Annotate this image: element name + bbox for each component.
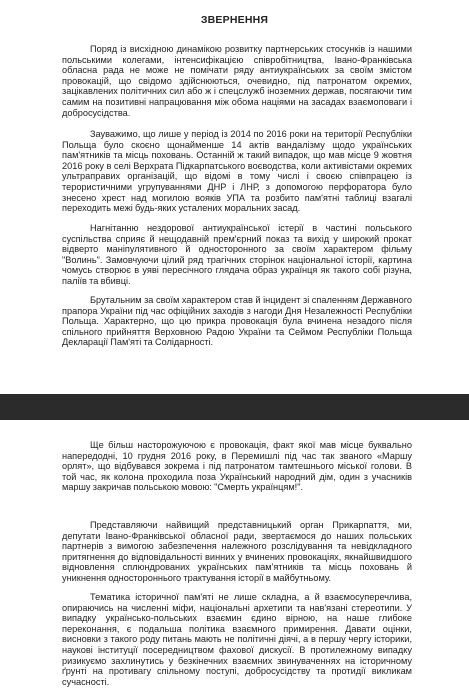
document-title: ЗВЕРНЕННЯ xyxy=(200,14,269,26)
paragraph-6: Представляючи найвищий представницький орган Прикарпаття, ми, депутати Івано-Франківської обласної ради, звертаємося до наших польських партнерів з вимогою забезпечення належного розслідування та невідкладного притягнення до відповідальності винних у вчинених провокаціях, якнайшвидшого відновлення сплюндрованих українських пам'ятників та місць поховань й уникнення одностороннього трактування історії в майбутньому. xyxy=(62,520,412,583)
paragraph-2: Зауважимо, що лише у період із 2014 по 2016 роки на території Республіки Польща було скоєно щонайменше 14 актів вандалізму щодо українських пам'ятників та місць поховань. Останній ж такий випадок, що мав місце 9 жовтня 2016 року в селі Верхрата Підкарпатського воєводства, коли активістами окремих ультраправих організацій, що відомі в тому числі і своєю співпрацею із терористичними угрупуваннями ДНР і ЛНР, з допомогою перфоратора було знесено хрест над могилою вояків УПА та розбито пам'ятні таблиці взагалі переходить межі будь-яких усталених моральних засад. xyxy=(62,129,412,214)
paragraph-5: Ще більш насторожуючою є провокація, факт якої мав місце буквально напередодні, 10 грудня 2016 року, в Перемишлі під час так званого «Маршу орлят», що відбувався зокрема і під патронатом тамтешнього міської голови. В той час, як колона проходила поза Український народний дім, один з учасників маршу закричав польською мовою: "Смерть українцям!". xyxy=(62,440,412,493)
paragraph-7: Тематика історичної пам'яті не лише складна, а й взаємосуперечлива, опираючись на численні міфи, національні архетипи та нав'язані стереотипи. У випадку українсько-польських взаємин єдино вірною, на наше глибоке переконання, є подальша політика взаємного примирення. Давати оцінки, висновки з такого роду питань мають не політичні діячі, а в першу чергу історики, наукові інституції посередництвом фахової дискусії. В протилежному випадку ризикуємо захлинутись у безкінечних взаємних звинуваченнях на історичному ґрунті на противагу спільному поступі, добросусідству та протидії викликам сучасності. xyxy=(62,592,412,687)
paragraph-1: Поряд із висхідною динамікою розвитку партнерських стосунків із нашими польськими колегами, інтенсифікацією співробітництва, Івано-Франківська обласна рада не може не помічати ряду антиукраїнських за своїм змістом провокацій, що свідомо здійснюються, очевидно, під патронатом окремих, зацікавлених політичних сил або ж і спецслужб іноземних держав, посягаючи тим самим на позитивні напрацювання між обома націями на засадах взаємоповаги і добросусідства. xyxy=(62,44,412,118)
page-separator xyxy=(0,394,469,420)
paragraph-4: Брутальним за своїм характером став й інцидент зі спаленням Державного прапора України під час офіційних заходів з нагоди Дня Незалежності Республіки Польща. Характерно, що цю прикра провокація була вчинена незадого після спільного прийняття Верховною Радою України та Сеймом Республіки Польща Декларації Пам'яті та Солідарності. xyxy=(62,295,412,348)
paragraph-3: Нагнітанню нездорової антиукраїнської істерії в частині польського суспільства сприяє й нещодавній прем'єрний показ та вихід у широкий прокат відверто маніпулятивного й односторонного за своїм характером фільму "Волинь". Замовчуючи цілий ряд трагічних сторінок національної історії, картина чомусь створює в уяві пересічного глядача образ українця як такого собі різуна, паліїв та вбивці. xyxy=(62,223,412,286)
